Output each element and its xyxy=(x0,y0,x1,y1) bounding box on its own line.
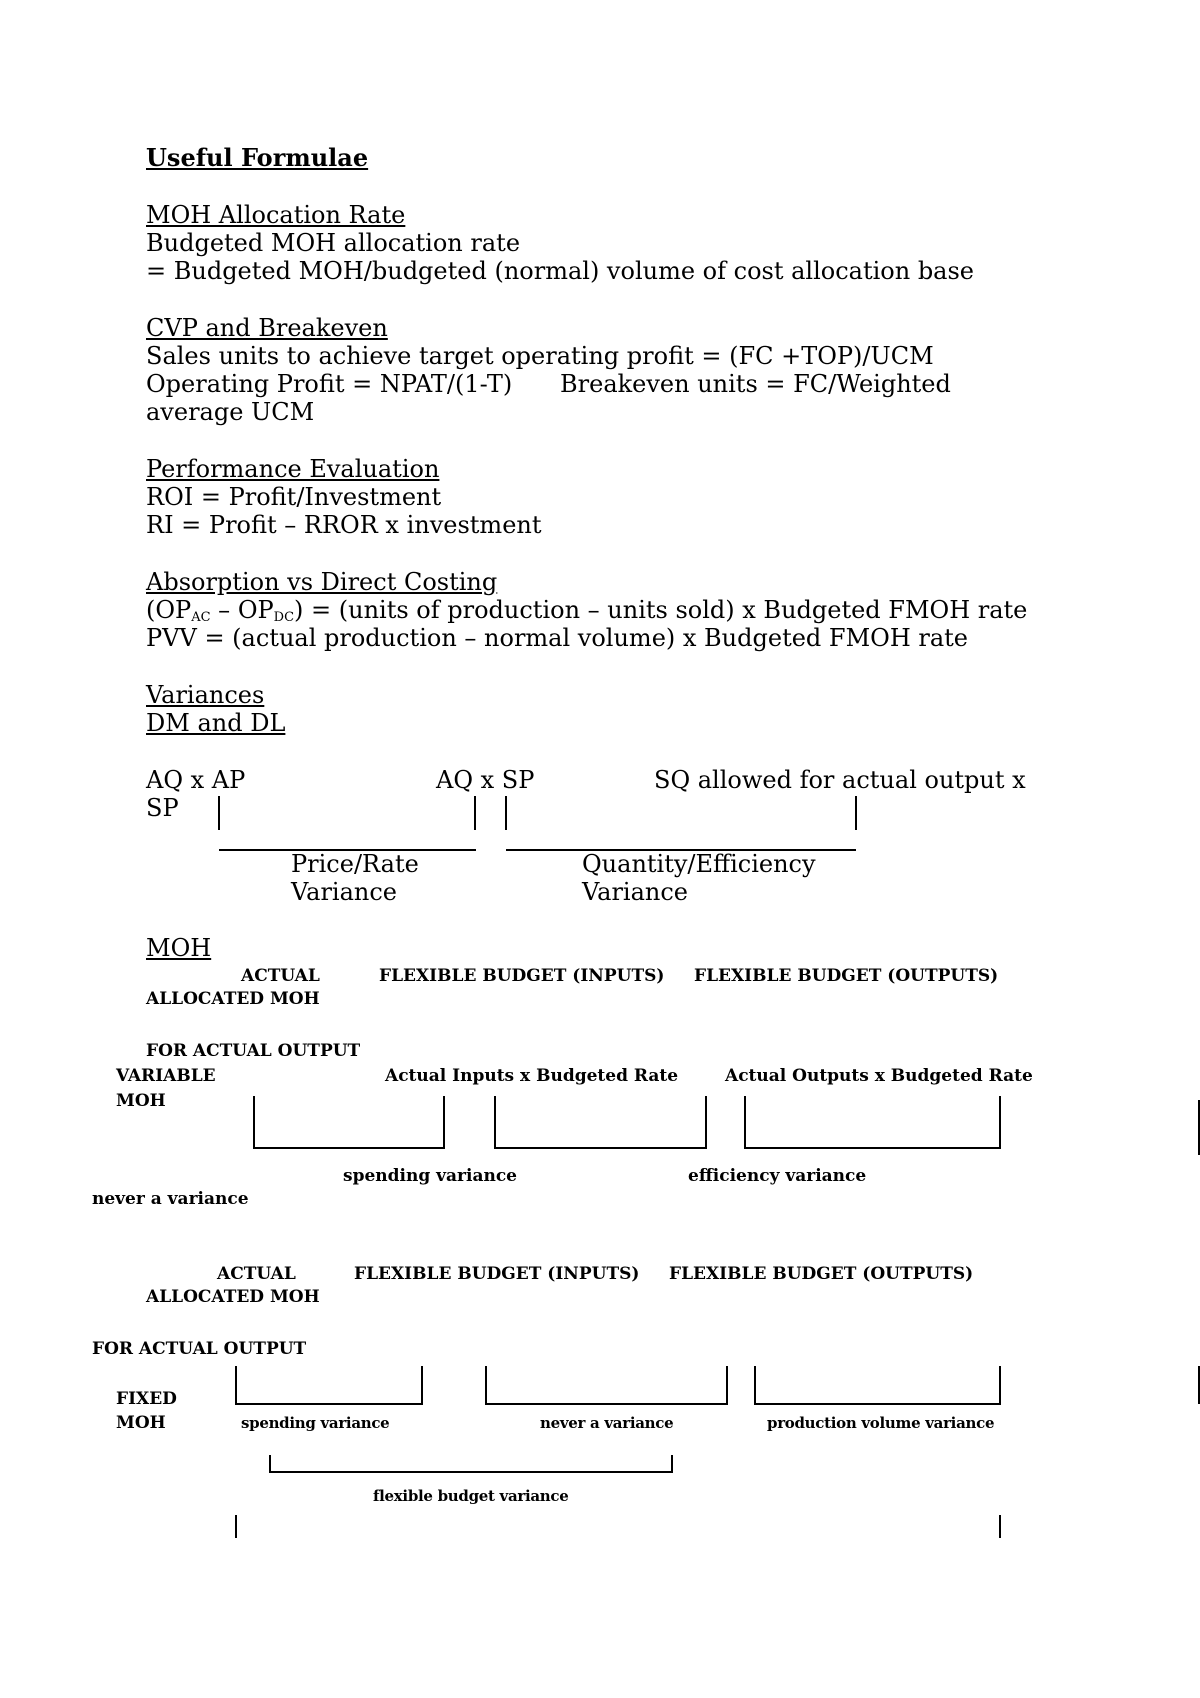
variable-spending-variance: spending variance xyxy=(343,1166,517,1186)
variable-row-label-2: MOH xyxy=(116,1091,166,1111)
quantity-efficiency-label-2: Variance xyxy=(582,878,688,906)
fixed-row-label-1: FIXED xyxy=(116,1389,177,1409)
cvp-line-1: Sales units to achieve target operating profit = (FC +TOP)/UCM xyxy=(146,342,934,370)
variable-never-variance: never a variance xyxy=(92,1189,249,1209)
page-title: Useful Formulae xyxy=(146,143,369,172)
fixed-row-label-2: MOH xyxy=(116,1413,166,1433)
variable-for-actual-output: FOR ACTUAL OUTPUT xyxy=(146,1041,361,1061)
op-ac-symbol: OP xyxy=(155,596,192,624)
cvp-line-3: average UCM xyxy=(146,398,315,426)
variable-flex-outputs-header: FLEXIBLE BUDGET (OUTPUTS) xyxy=(694,966,999,986)
flexible-budget-bracket xyxy=(270,1455,672,1472)
variable-efficiency-bracket xyxy=(495,1096,706,1148)
op-dc-symbol: OP xyxy=(237,596,274,624)
sq-sp-label-cont: SP xyxy=(146,794,179,822)
variable-actual-header: ACTUAL xyxy=(241,966,320,986)
flexible-budget-variance: flexible budget variance xyxy=(373,1487,569,1505)
variable-row-label-1: VARIABLE xyxy=(116,1066,216,1086)
moh-allocation-line-1: Budgeted MOH allocation rate xyxy=(146,229,521,257)
fixed-flex-inputs-header: FLEXIBLE BUDGET (INPUTS) xyxy=(354,1264,640,1284)
variances-heading: Variances xyxy=(146,681,265,709)
fixed-actual-header: ACTUAL xyxy=(217,1264,296,1284)
variable-flex-inputs-header: FLEXIBLE BUDGET (INPUTS) xyxy=(379,966,665,986)
moh-allocation-line-2: = Budgeted MOH/budgeted (normal) volume of cost allocation base xyxy=(146,257,975,285)
absorption-line-1: $(OP_{AC} - OP_{DC})$ = (units of production – units sold) x Budgeted FMOH rate xyxy=(146,596,1028,625)
cvp-line-2a: Operating Profit = NPAT/(1-T) xyxy=(146,370,513,398)
variable-never-bracket xyxy=(745,1096,1000,1148)
moh-heading: MOH xyxy=(146,934,212,962)
fixed-flex-outputs-header: FLEXIBLE BUDGET (OUTPUTS) xyxy=(669,1264,974,1284)
actual-outputs-formula: Actual Outputs x Budgeted Rate xyxy=(725,1066,1033,1086)
dm-dl-subheading: DM and DL xyxy=(146,709,286,737)
fixed-spending-bracket xyxy=(236,1366,422,1404)
op-dc-subscript: DC xyxy=(273,610,295,625)
fixed-never-variance: never a variance xyxy=(540,1414,674,1432)
aq-ap-label: AQ x AP xyxy=(146,766,246,794)
variable-allocated-header: ALLOCATED MOH xyxy=(146,989,320,1009)
actual-inputs-formula: Actual Inputs x Budgeted Rate xyxy=(385,1066,679,1086)
price-rate-label-2: Variance xyxy=(291,878,397,906)
cvp-line-2b: Breakeven units = FC/Weighted xyxy=(560,370,951,398)
absorption-line-2: PVV = (actual production – normal volume) x Budgeted FMOH rate xyxy=(146,624,968,652)
fixed-pvv-bracket xyxy=(755,1366,1000,1404)
fixed-spending-variance: spending variance xyxy=(241,1414,390,1432)
production-volume-variance: production volume variance xyxy=(767,1414,995,1432)
price-rate-label-1: Price/Rate xyxy=(291,850,419,878)
aq-sp-label: AQ x SP xyxy=(436,766,535,794)
sq-sp-label: SQ allowed for actual output x xyxy=(654,766,1026,794)
performance-heading: Performance Evaluation xyxy=(146,455,440,483)
moh-allocation-heading: MOH Allocation Rate xyxy=(146,201,406,229)
performance-ri: RI = Profit – RROR x investment xyxy=(146,511,542,539)
absorption-heading: Absorption vs Direct Costing xyxy=(146,568,498,596)
fixed-allocated-header: ALLOCATED MOH xyxy=(146,1287,320,1307)
variable-spending-bracket xyxy=(254,1096,444,1148)
quantity-efficiency-label-1: Quantity/Efficiency xyxy=(582,850,816,878)
op-ac-subscript: AC xyxy=(191,610,211,625)
performance-roi: ROI = Profit/Investment xyxy=(146,483,442,511)
fixed-never-bracket xyxy=(486,1366,727,1404)
variable-efficiency-variance: efficiency variance xyxy=(688,1166,867,1186)
cvp-heading: CVP and Breakeven xyxy=(146,314,388,342)
fixed-for-actual-output: FOR ACTUAL OUTPUT xyxy=(92,1339,307,1359)
absorption-line-1-rest: = (units of production – units sold) x Budgeted FMOH rate xyxy=(311,596,1028,624)
